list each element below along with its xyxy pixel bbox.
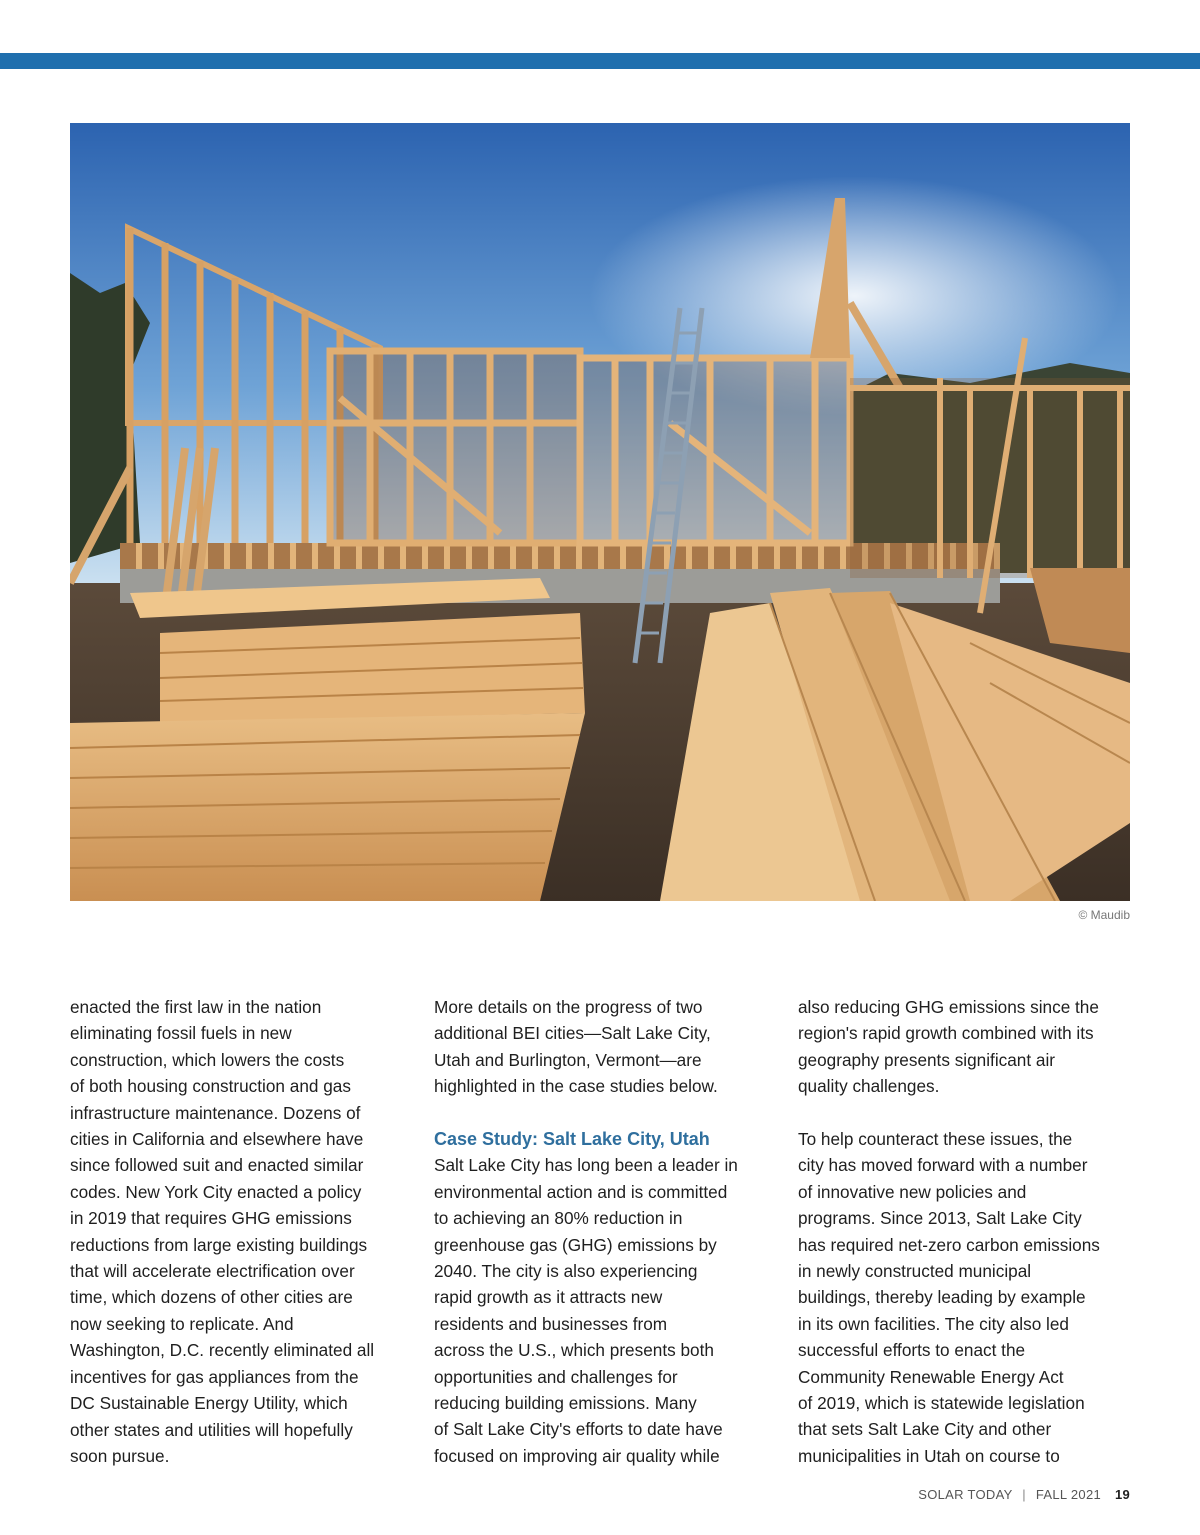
- body-line: construction, which lowers the costs: [70, 1049, 345, 1070]
- footer-separator: |: [1022, 1487, 1026, 1502]
- body-line: successful efforts to enact the: [798, 1340, 1026, 1361]
- body-line: eliminating fossil fuels in new: [70, 1023, 292, 1044]
- text-column-2: [434, 994, 772, 1469]
- body-line: of Salt Lake City's efforts to date have: [434, 1419, 723, 1440]
- body-line: highlighted in the case studies below.: [434, 1076, 718, 1097]
- text-column-3: [798, 994, 1136, 1469]
- body-line: since followed suit and enacted similar: [70, 1155, 364, 1176]
- text-column-1: [70, 994, 408, 1469]
- body-line: To help counteract these issues, the: [798, 1129, 1073, 1150]
- construction-photo: [70, 123, 1130, 901]
- body-line: codes. New York City enacted a policy: [70, 1181, 362, 1202]
- case-study-heading: Case Study: Salt Lake City, Utah: [434, 1129, 710, 1150]
- body-line: programs. Since 2013, Salt Lake City: [798, 1208, 1082, 1229]
- body-line: greenhouse gas (GHG) emissions by: [434, 1234, 717, 1255]
- body-line: has required net-zero carbon emissions: [798, 1234, 1100, 1255]
- body-line: time, which dozens of other cities are: [70, 1287, 353, 1308]
- body-line: buildings, thereby leading by example: [798, 1287, 1086, 1308]
- body-line: More details on the progress of two: [434, 997, 703, 1017]
- page-footer: [918, 1487, 1130, 1502]
- construction-illustration: [70, 123, 1130, 901]
- body-line: that sets Salt Lake City and other: [798, 1419, 1052, 1440]
- body-line: region's rapid growth combined with its: [798, 1023, 1094, 1044]
- body-line: Washington, D.C. recently eliminated all: [70, 1340, 375, 1361]
- body-line: reductions from large existing buildings: [70, 1234, 368, 1255]
- body-line: opportunities and challenges for: [434, 1366, 678, 1387]
- body-line: other states and utilities will hopefully: [70, 1419, 353, 1440]
- body-line: geography presents significant air: [798, 1049, 1056, 1070]
- page-number: 19: [1114, 1487, 1130, 1502]
- body-line: of both housing construction and gas: [70, 1076, 351, 1097]
- body-line: additional BEI cities—Salt Lake City,: [434, 1023, 711, 1044]
- body-line: municipalities in Utah on course to: [798, 1445, 1060, 1466]
- body-line: enacted the first law in the nation: [70, 997, 322, 1017]
- body-line: also reducing GHG emissions since the: [798, 997, 1099, 1017]
- body-line: city has moved forward with a number: [798, 1155, 1088, 1176]
- body-line: in its own facilities. The city also led: [798, 1313, 1069, 1334]
- lumber-stack-right: [660, 568, 1130, 901]
- body-line: focused on improving air quality while: [434, 1445, 720, 1466]
- body-line: environmental action and is committed: [434, 1181, 728, 1202]
- body-line: in newly constructed municipal: [798, 1261, 1032, 1282]
- body-line: Community Renewable Energy Act: [798, 1366, 1064, 1387]
- body-line: soon pursue.: [70, 1445, 170, 1466]
- body-line: across the U.S., which presents both: [434, 1340, 714, 1361]
- publication-name: SOLAR TODAY: [918, 1487, 1013, 1502]
- body-line: of 2019, which is statewide legislation: [798, 1393, 1085, 1414]
- body-line: rapid growth as it attracts new: [434, 1287, 663, 1308]
- body-line: Salt Lake City has long been a leader in: [434, 1155, 738, 1176]
- body-line: Utah and Burlington, Vermont—are: [434, 1049, 702, 1070]
- body-line: residents and businesses from: [434, 1313, 668, 1334]
- photo-credit: © Maudib: [1078, 908, 1130, 922]
- body-line: cities in California and elsewhere have: [70, 1129, 364, 1150]
- body-line: now seeking to replicate. And: [70, 1313, 294, 1334]
- body-line: incentives for gas appliances from the: [70, 1366, 359, 1387]
- body-line: infrastructure maintenance. Dozens of: [70, 1102, 361, 1123]
- body-line: to achieving an 80% reduction in: [434, 1208, 683, 1229]
- body-line: reducing building emissions. Many: [434, 1393, 697, 1414]
- body-line: of innovative new policies and: [798, 1181, 1027, 1202]
- issue-label: FALL 2021: [1035, 1487, 1102, 1502]
- body-line: 2040. The city is also experiencing: [434, 1261, 698, 1282]
- body-line: quality challenges.: [798, 1076, 940, 1097]
- body-line: that will accelerate electrification over: [70, 1261, 355, 1282]
- body-line: DC Sustainable Energy Utility, which: [70, 1393, 348, 1414]
- body-line: in 2019 that requires GHG emissions: [70, 1208, 352, 1229]
- top-accent-bar: [0, 53, 1200, 69]
